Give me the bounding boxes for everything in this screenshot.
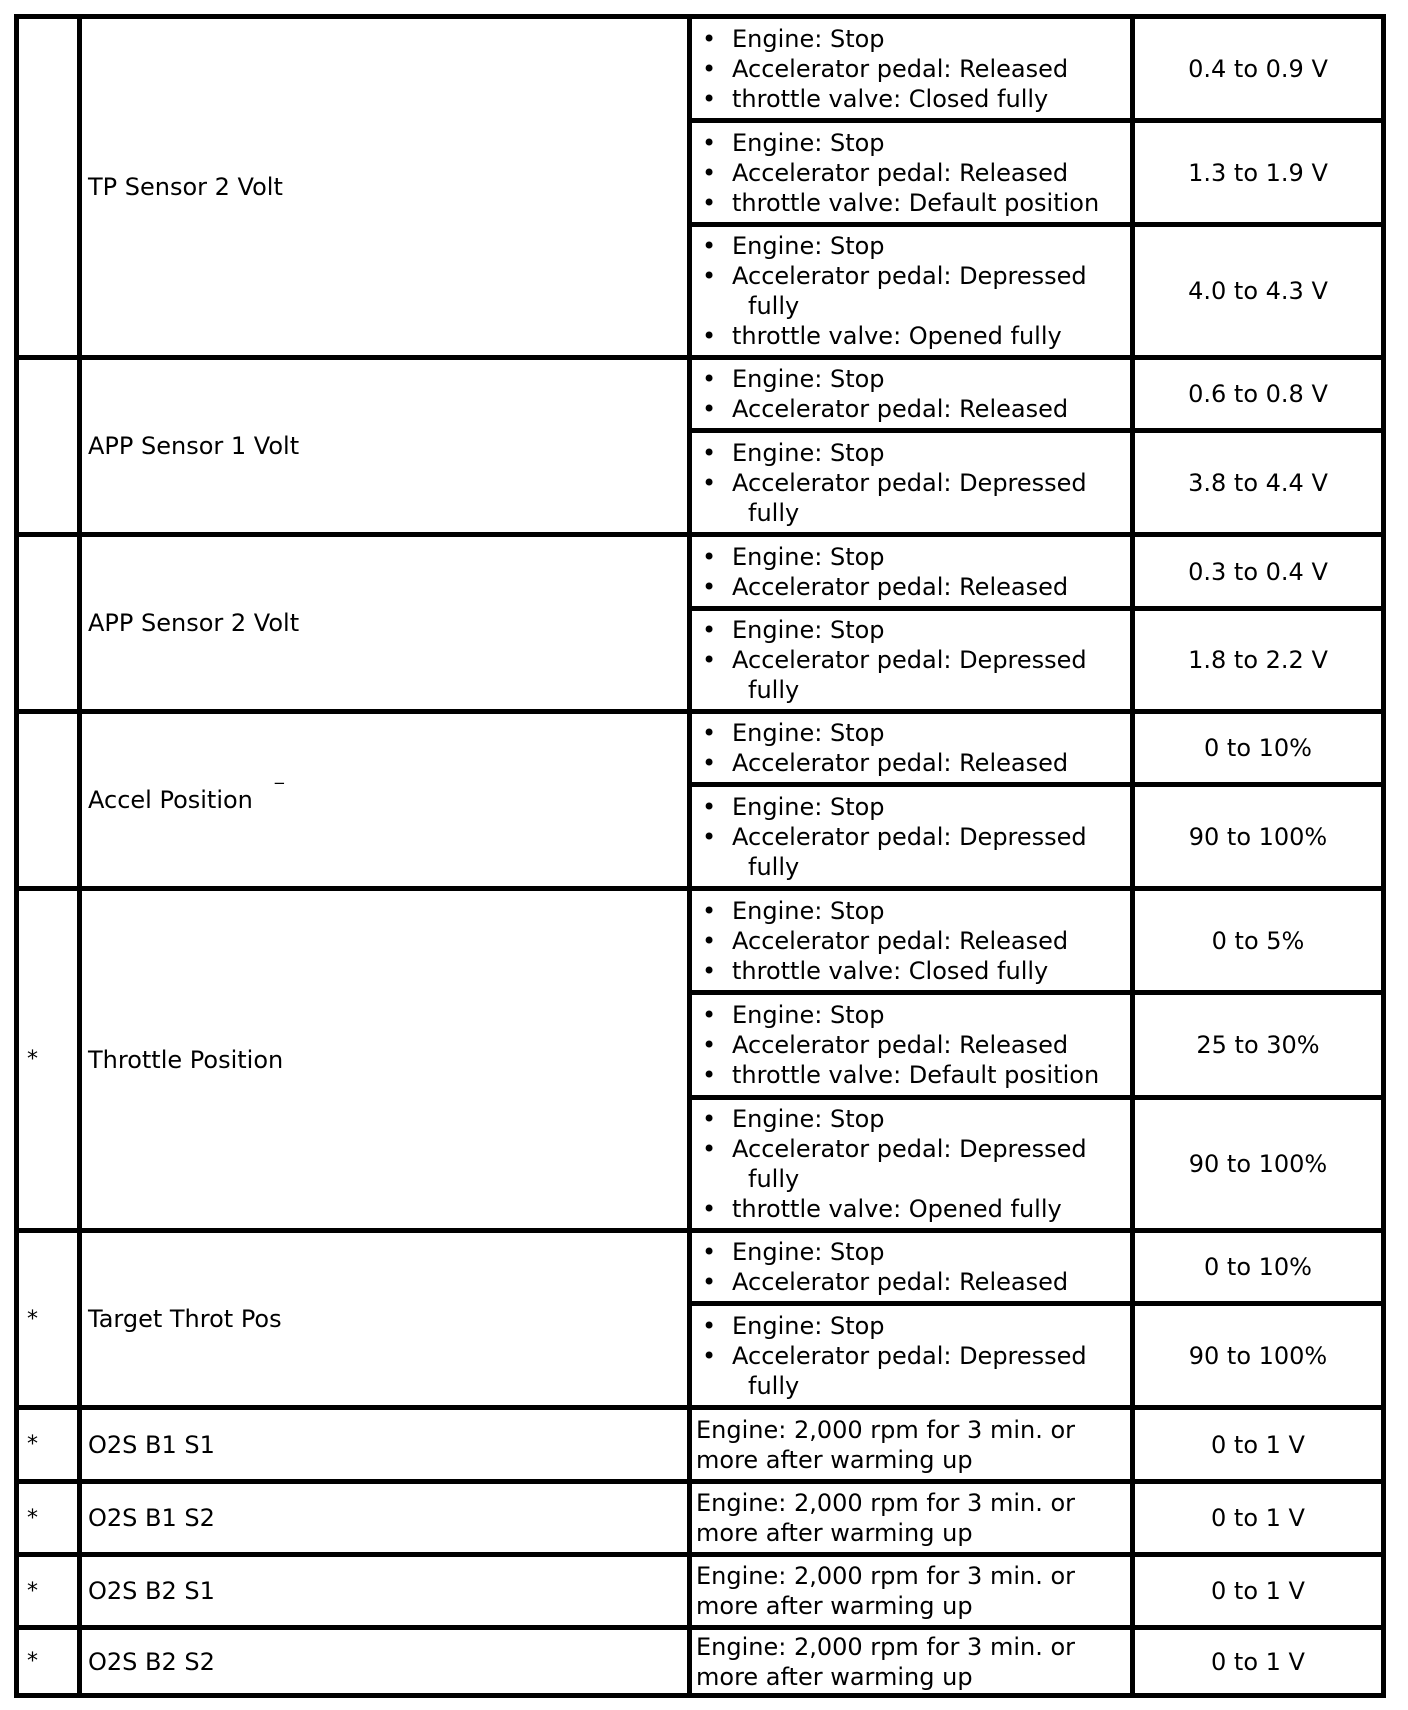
spec-value: 1.3 to 1.9 V [1188,158,1328,187]
condition-item: • Engine: Stop [698,438,1087,468]
condition-item: • throttle valve: Default position [698,1060,1099,1090]
mark-cell: * [27,1578,38,1604]
condition-cell [692,1100,1130,1228]
condition-continuation: fully [748,498,800,527]
condition-cell [692,611,1130,709]
mark-cell [19,19,77,355]
spec-value: 90 to 100% [1188,822,1328,851]
condition-item: • Engine: Stop [698,718,1068,748]
spec-value: 0 to 10% [1204,1253,1312,1281]
condition-item: • Engine: Stop [698,896,1068,926]
condition-line: Engine: 2,000 rpm for 3 min. or [696,1415,1076,1444]
item-name: O2S B1 S2 [88,1504,215,1532]
condition-line: more after warming up [696,1445,973,1474]
condition-item: • Engine: Stop [698,542,1068,572]
condition-cell [692,714,1130,782]
overline-mark: ‾ [274,779,284,801]
spec-value: 0.6 to 0.8 V [1188,380,1328,408]
mark-cell [19,537,77,709]
condition-item: • throttle valve: Closed fully [698,956,1068,986]
condition-line: more after warming up [696,1519,973,1547]
mark-cell: * [27,1432,38,1457]
condition-item: • Engine: Stop [698,792,1087,822]
condition-item: • Engine: Stop [698,24,1068,54]
item-name-cell [82,714,687,886]
condition-item: • Accelerator pedal: Released [698,54,1068,84]
item-name: O2S B2 S1 [88,1577,215,1605]
spec-value: 0 to 1 V [1211,1430,1305,1459]
spec-value: 90 to 100% [1188,1150,1328,1178]
spec-table [14,14,1386,1698]
condition-item: • Accelerator pedal: Released [698,748,1068,778]
condition-cell [692,1410,1130,1479]
condition-cell [692,227,1130,355]
mark-cell [19,714,77,886]
condition-cell [692,360,1130,428]
condition-line: Engine: 2,000 rpm for 3 min. or [696,1632,1076,1661]
table-border-right [1381,14,1386,1698]
condition-item: • Accelerator pedal: Depressed [698,822,1087,852]
spec-value: 0 to 10% [1204,734,1312,762]
condition-cell [692,1306,1130,1405]
condition-item: • Accelerator pedal: Released [698,1267,1068,1297]
spec-value: 90 to 100% [1188,1341,1328,1370]
condition-item: • throttle valve: Opened fully [698,1194,1087,1224]
condition-cell [692,1630,1130,1693]
condition-continuation: fully [748,1371,800,1400]
spec-value: 0 to 1 V [1211,1504,1305,1532]
condition-item: • Accelerator pedal: Depressed [698,645,1087,675]
condition-item: • Engine: Stop [698,615,1087,645]
condition-cell [692,537,1130,606]
item-name: Target Throt Pos [88,1305,282,1333]
item-name: Throttle Position [88,1045,284,1074]
spec-value: 3.8 to 4.4 V [1188,468,1328,497]
condition-line: Engine: 2,000 rpm for 3 min. or [696,1562,1076,1590]
spec-value: 25 to 30% [1196,1031,1320,1059]
item-name: TP Sensor 2 Volt [88,173,283,201]
condition-item: • throttle valve: Default position [698,188,1099,218]
condition-item: • Accelerator pedal: Depressed [698,1341,1087,1371]
condition-item: • Engine: Stop [698,1237,1068,1267]
item-name: APP Sensor 1 Volt [88,432,300,460]
mark-cell: * [27,1047,38,1072]
spec-value: 4.0 to 4.3 V [1188,277,1328,305]
condition-cell [692,787,1130,886]
condition-item: • Accelerator pedal: Depressed [698,468,1087,498]
spec-value: 0 to 5% [1211,926,1305,955]
condition-cell [692,891,1130,990]
spec-value: 0 to 1 V [1211,1647,1305,1676]
condition-item: • Engine: Stop [698,364,1068,394]
condition-item: • throttle valve: Closed fully [698,84,1068,114]
condition-item: • throttle valve: Opened fully [698,321,1087,351]
condition-item: • Accelerator pedal: Released [698,926,1068,956]
mark-cell: * [27,1306,38,1332]
condition-continuation: fully [748,292,800,320]
item-name: O2S B2 S2 [88,1647,215,1676]
condition-item: • Accelerator pedal: Released [698,394,1068,424]
spec-value: 0.3 to 0.4 V [1188,557,1328,586]
condition-line: more after warming up [696,1662,973,1691]
mark-cell [19,360,77,532]
item-name: Accel Position [88,786,253,814]
condition-continuation: fully [748,852,800,881]
item-name: O2S B1 S1 [88,1430,215,1459]
condition-cell [692,1233,1130,1301]
condition-cell [692,995,1130,1095]
condition-continuation: fully [748,1165,800,1193]
condition-item: • Accelerator pedal: Released [698,572,1068,602]
condition-cell [692,1484,1130,1552]
condition-continuation: fully [748,676,800,704]
condition-item: • Engine: Stop [698,128,1099,158]
condition-item: • Accelerator pedal: Released [698,158,1099,188]
spec-value: 0 to 1 V [1211,1577,1305,1605]
spec-value: 0.4 to 0.9 V [1188,54,1328,83]
spec-value: 1.8 to 2.2 V [1188,646,1328,674]
condition-item: • Accelerator pedal: Depressed [698,261,1087,291]
item-name: APP Sensor 2 Volt [88,609,300,637]
condition-item: • Accelerator pedal: Released [698,1030,1099,1060]
condition-item: • Engine: Stop [698,1000,1099,1030]
condition-item: • Engine: Stop [698,1104,1087,1134]
condition-line: more after warming up [696,1592,973,1620]
condition-item: • Engine: Stop [698,231,1087,261]
condition-cell [692,433,1130,532]
condition-cell [692,19,1130,118]
condition-cell [692,1557,1130,1625]
condition-item: • Accelerator pedal: Depressed [698,1134,1087,1164]
mark-cell: * [27,1505,38,1531]
condition-cell [692,123,1130,222]
condition-line: Engine: 2,000 rpm for 3 min. or [696,1489,1076,1517]
condition-item: • Engine: Stop [698,1311,1087,1341]
mark-cell: * [27,1649,38,1674]
table-border-bottom [14,1693,1386,1698]
